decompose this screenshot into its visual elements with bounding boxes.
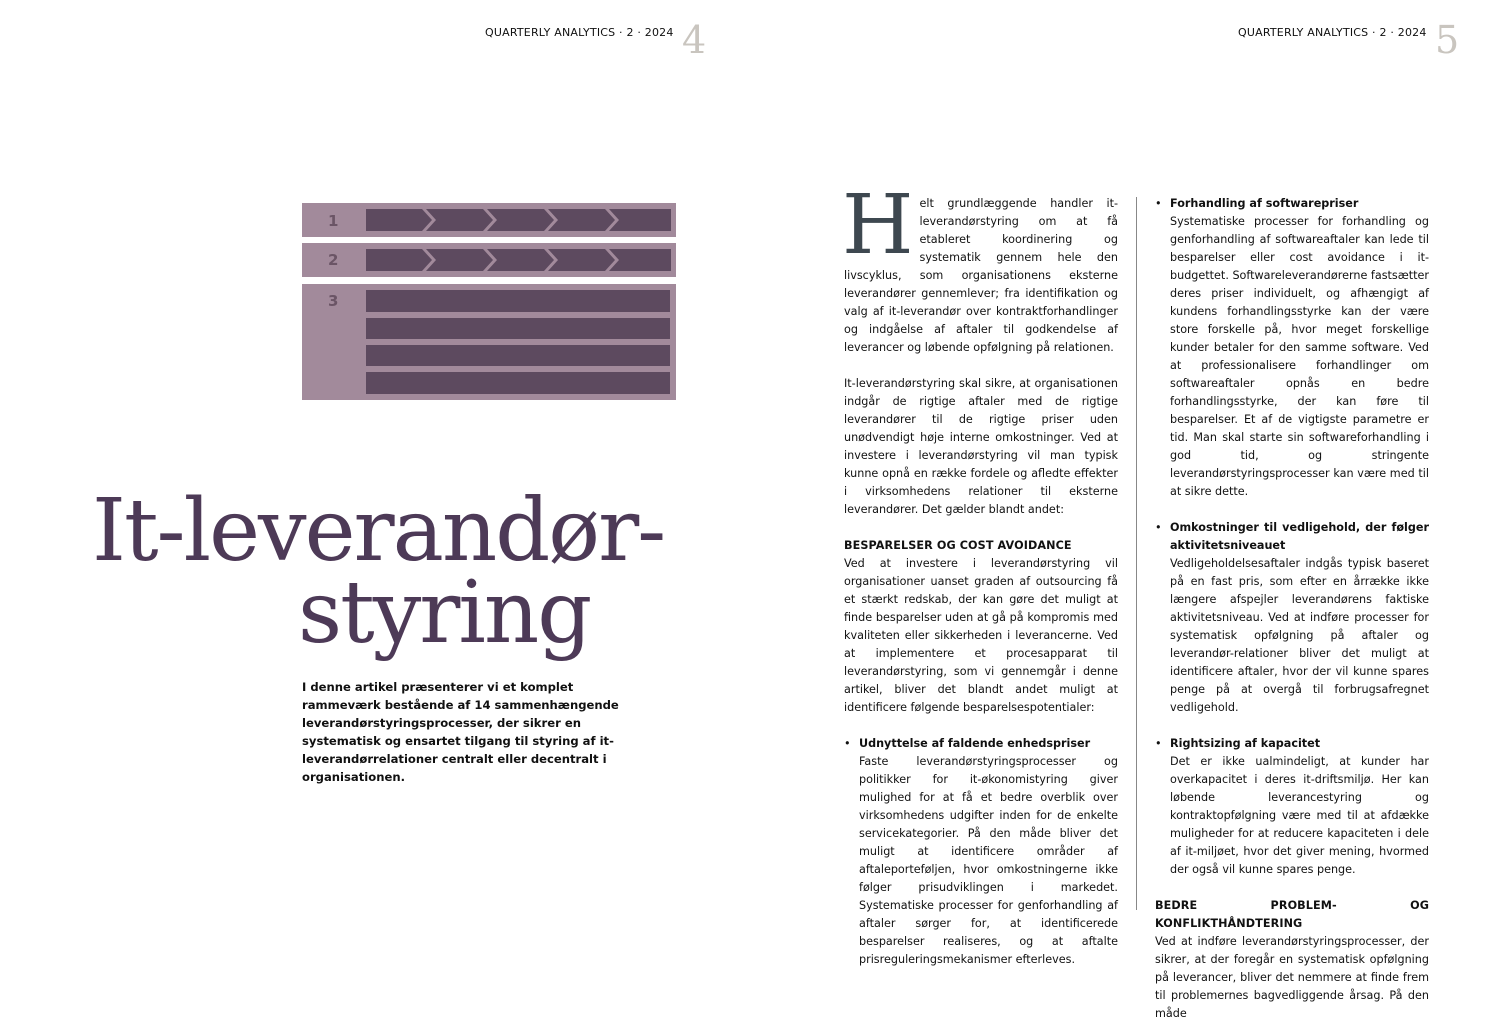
paragraph: Ved at indføre leverandørstyringsprocesser, der sikrer, at der foregår en systematisk opfølgning på leverancer, bliver det nemmere at finde frem til problemernes bagvedliggende årsag. På den måde (1155, 935, 1429, 1020)
diagram-bar (366, 318, 670, 339)
drop-cap: H (842, 178, 914, 273)
diagram-row-2 (302, 243, 676, 277)
bullet-icon: • (1155, 521, 1162, 534)
bullet-item (1155, 519, 1429, 717)
diagram-bar (366, 372, 670, 394)
section-heading: BESPARELSER OG COST AVOIDANCE (844, 539, 1072, 552)
diagram-row-label: 3 (328, 292, 339, 310)
bullet-text: Faste leverandørstyringsprocesser og politikker for it-økonomistyring giver mulighed for at få et bedre overblik over virksomhedens udgifter inden for de enkelte servicekategorier. På den måde bliver det muligt at identificere områder af aftaleporteføljen, hvor omkostningerne ikke følger prisudviklingen i markedet. Systematiske processer for genforhandling af aftaler sørger for, at identificerede besparelser realiseres, og at aftalte prisreguleringsmekanismer efterleves. (859, 755, 1118, 966)
paragraph: Ved at investere i leverandørstyring vil organisationer uanset graden af outsourcing få et stærkt redskab, der kan gøre det muligt at finde besparelser uden at gå på kompromis med kvaliteten eller sikkerheden i leverancerne. Ved at implementere et procesapparat til leverandørstyring, som vi gennemgår i denne artikel, bliver det blandt andet muligt at identificere følgende besparelsespotentialer: (844, 557, 1118, 714)
article-lead: I denne artikel præsenterer vi et komplet rammeværk bestående af 14 sammenhængende leverandørstyringsprocesser, der sikrer en systematisk og ensartet tilgang til styring af it-leverandørrelationer centralt eller decentralt i organisationen. (302, 680, 619, 784)
section-heading: BEDRE PROBLEM- OG KONFLIKTHÅNDTERING (1155, 899, 1429, 930)
paragraph: It-leverandørstyring skal sikre, at organisationen indgår de rigtige aftaler med de rigtige leverandører til de rigtige priser uden unødvendigt høje interne omkostninger. Ved at investere i leverandørstyring vil man typisk kunne opnå en række fordele og afledte effekter i virksomhedens relationer til eksterne leverandører. Det gælder blandt andet: (844, 377, 1118, 516)
chevron-bar-2 (366, 249, 671, 271)
intro-paragraph (842, 178, 1118, 357)
bullet-item (844, 735, 1118, 969)
intro-text: elt grundlæggende handler it-leverandørstyring om at få etableret koordinering og systematik gennem hele den livscyklus, som organisationens eksterne leverandører gennemlever; fra identifikation og valg af it-leverandør over kontraktforhandlinger og indgåelse af aftaler til godkendelse af leverancer og løbende opfølgning på relationen. (844, 197, 1118, 354)
bullet-item (1155, 735, 1429, 879)
body-column-2 (1155, 195, 1429, 1023)
page-number-right: 5 (1435, 18, 1460, 62)
bullet-icon: • (1155, 737, 1162, 750)
diagram-row-3 (302, 284, 676, 400)
running-head-right: QUARTERLY ANALYTICS · 2 · 2024 (1238, 26, 1427, 39)
page-number-left: 4 (682, 18, 707, 62)
column-divider (1136, 197, 1137, 910)
diagram-bar (366, 345, 670, 366)
bullet-text: Det er ikke ualmindeligt, at kunder har overkapacitet i deres it-driftsmiljø. Her kan løbende leverancestyring og kontraktopfølgning være med til at afdække muligheder for at reducere kapaciteten i dele af it-miljøet, hvor det giver mening, hvormed der også vil kunne spares penge. (1170, 755, 1429, 876)
chevron-bar-1 (366, 209, 671, 231)
bullet-title: Forhandling af softwarepriser (1170, 197, 1359, 210)
diagram-row-label: 2 (328, 251, 339, 269)
running-head-left: QUARTERLY ANALYTICS · 2 · 2024 (485, 26, 674, 39)
bullet-icon: • (1155, 197, 1162, 210)
diagram-row-label: 1 (328, 212, 339, 230)
bullet-title: Rightsizing af kapacitet (1170, 737, 1321, 750)
diagram-row-1 (302, 203, 676, 237)
bullet-title: Omkostninger til vedligehold, der følger aktivitetsniveauet (1170, 521, 1429, 552)
article-title-line-1: It-leverandør- (92, 481, 665, 581)
bullet-text: Systematiske processer for forhandling og genforhandling af softwareaftaler kan lede til besparelser eller cost avoidance i it-budgettet. Softwareleverandørerne fastsætter deres priser individuelt, og afhængigt af kundens forhandlingsstyrke kan der være store forskelle på, hvor meget forskellige kunder betaler for den samme software. Ved at professionalisere forhandlinger om softwareaftaler opnås en bedre forhandlingsstyrke, der kan føre til besparelser. Et af de vigtigste parametre er tid. Man skal starte sin softwareforhandling i god tid, og stringente leverandørstyringsprocesser kan være med til at sikre dette. (1170, 215, 1429, 498)
article-title-line-2: styring (298, 563, 591, 663)
bullet-item (1155, 195, 1429, 501)
body-column-1 (842, 178, 1118, 969)
bullet-title: Udnyttelse af faldende enhedspriser (859, 737, 1091, 750)
bullet-icon: • (844, 737, 851, 750)
bullet-text: Vedligeholdelsesaftaler indgås typisk baseret på en fast pris, som efter en årrække ikke længere afspejler leverandørens faktiske aktivitetsniveau. Ved at indføre processer for systematisk opfølgning på aftaler og leverandør-relationer bliver det muligt at identificere aftaler, hvor der vil kunne spares penge på at overgå til forbrugsafregnet vedligehold. (1170, 557, 1429, 714)
diagram-bar (366, 290, 670, 312)
